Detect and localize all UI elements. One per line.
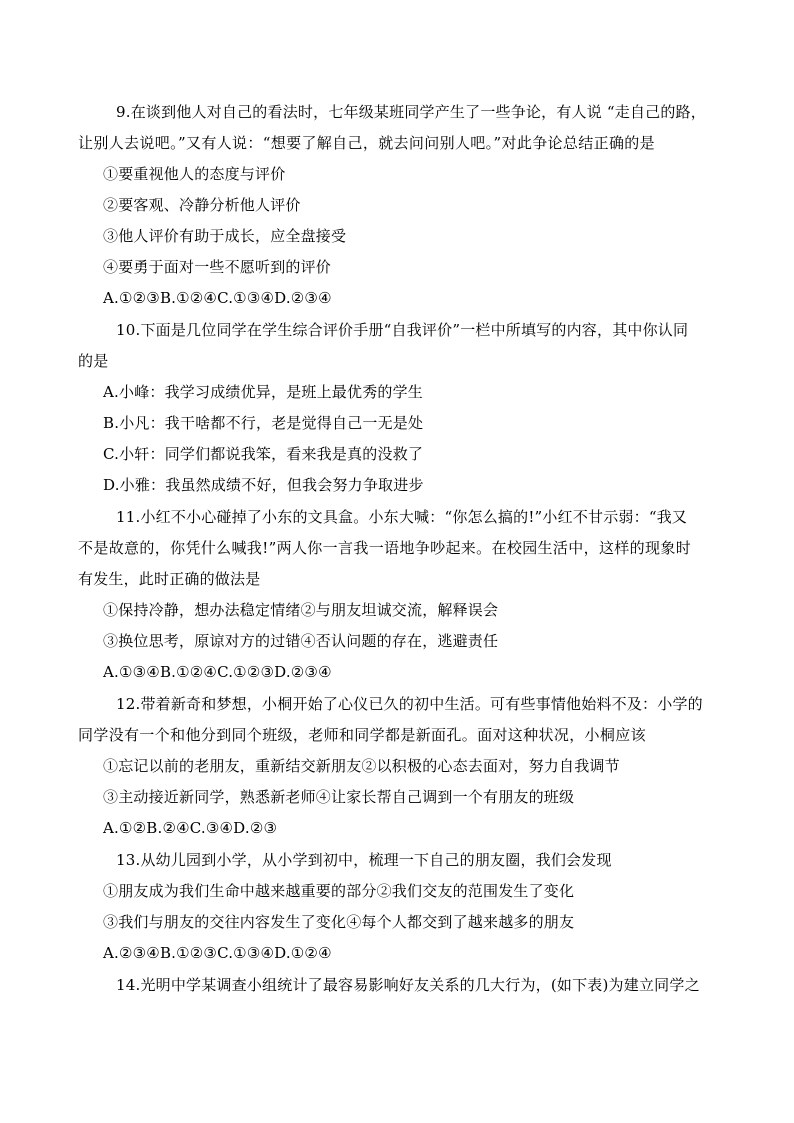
- question-10-stem-line-2: 的是: [78, 352, 109, 370]
- question-11-stem-line-3: 有发生，此时正确的做法是: [78, 570, 261, 588]
- question-9-stem-line-2: 让别人去说吧。”又有人说：“想要了解自己，就去问问别人吧。”对此争论总结正确的是: [78, 134, 656, 152]
- question-11-stem-line-1: 11.小红不小心碰掉了小东的文具盒。小东大喊：“你怎么搞的!”小红不甘示弱：“我又: [116, 508, 688, 526]
- question-13-stem-line-1: 13.从幼儿园到小学，从小学到初中，梳理一下自己的朋友圈，我们会发现: [116, 851, 612, 869]
- question-9-option-4: ④要勇于面对一些不愿听到的评价: [103, 258, 332, 276]
- question-9-option-3: ③他人评价有助于成长，应全盘接受: [103, 227, 347, 245]
- question-9-option-2: ②要客观、冷静分析他人评价: [103, 196, 301, 214]
- question-10-stem-line-1: 10.下面是几位同学在学生综合评价手册“自我评价”一栏中所填写的内容，其中你认同: [116, 321, 689, 339]
- question-10-option-d: D.小雅：我虽然成绩不好，但我会努力争取进步: [103, 476, 424, 494]
- question-13-option-line-1: ①朋友成为我们生命中越来越重要的部分②我们交友的范围发生了变化: [103, 882, 575, 900]
- question-11-answer-choices: A.①③④B.①②④C.①②③D.②③④: [103, 663, 332, 681]
- question-12-stem-line-1: 12.带着新奇和梦想，小桐开始了心仪已久的初中生活。可有些事情他始料不及：小学的: [116, 695, 703, 713]
- question-13-answer-choices: A.②③④B.①②③C.①③④D.①②④: [103, 944, 332, 962]
- question-11-option-line-2: ③换位思考，原谅对方的过错④否认问题的存在，逃避责任: [103, 632, 499, 650]
- question-13-option-line-2: ③我们与朋友的交往内容发生了变化④每个人都交到了越来越多的朋友: [103, 913, 575, 931]
- question-10-option-a: A.小峰：我学习成绩优异，是班上最优秀的学生: [103, 383, 424, 401]
- question-12-option-line-1: ①忘记以前的老朋友，重新结交新朋友②以积极的心态去面对，努力自我调节: [103, 757, 620, 775]
- question-12-answer-choices: A.①②B.②④C.③④D.②③: [103, 819, 278, 837]
- question-12-stem-line-2: 同学没有一个和他分到同个班级，老师和同学都是新面孔。面对这种状况，小桐应该: [78, 726, 646, 744]
- question-11-stem-line-2: 不是故意的，你凭什么喊我!”两人你一言我一语地争吵起来。在校园生活中，这样的现象时: [78, 539, 692, 557]
- question-11-option-line-1: ①保持冷静，想办法稳定情绪②与朋友坦诚交流，解释误会: [103, 601, 499, 619]
- question-9-option-1: ①要重视他人的态度与评价: [103, 165, 286, 183]
- question-9-stem-line-1: 9.在谈到他人对自己的看法时，七年级某班同学产生了一些争论，有人说 “走自己的路，: [116, 103, 706, 121]
- question-10-option-c: C.小轩：同学们都说我笨，看来我是真的没救了: [103, 445, 424, 463]
- question-9-answer-choices: A.①②③B.①②④C.①③④D.②③④: [103, 289, 332, 307]
- question-10-option-b: B.小凡：我干啥都不行，老是觉得自己一无是处: [103, 414, 424, 432]
- question-12-option-line-2: ③主动接近新同学，熟悉新老师④让家长帮自己调到一个有朋友的班级: [103, 788, 575, 806]
- question-14-stem-line-1: 14.光明中学某调查小组统计了最容易影响好友关系的几大行为，(如下表)为建立同学之: [116, 976, 700, 994]
